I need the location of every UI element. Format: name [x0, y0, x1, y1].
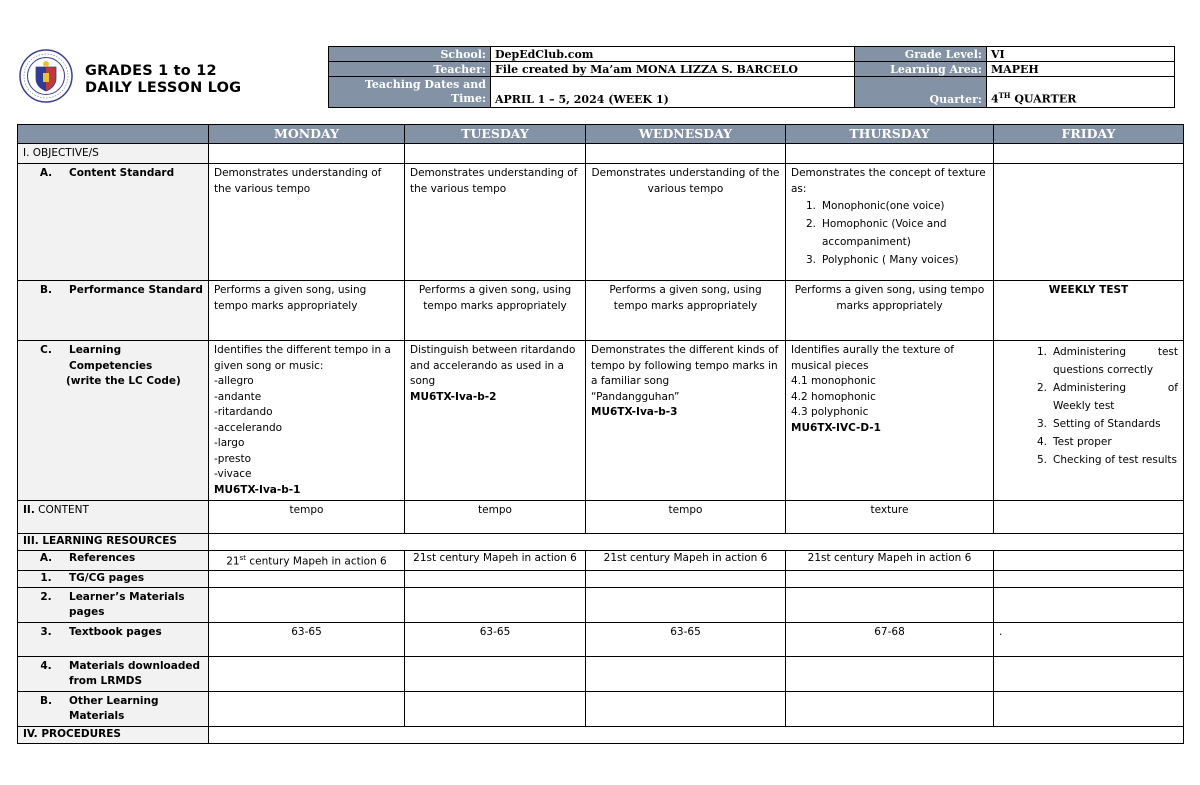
list-item: 5. Checking of test results — [1036, 454, 1178, 466]
competencies-monday-intro: Identifies the different tempo in a given song or music: — [214, 344, 391, 372]
resources-section-label: III. LEARNING RESOURCES — [18, 534, 209, 551]
learners-materials-num: 2. — [40, 591, 52, 603]
tempo-item: -allegro — [214, 375, 254, 387]
quarter-word: QUARTER — [1010, 93, 1077, 106]
lrmds-num: 4. — [40, 660, 52, 672]
learning-competencies-row — [18, 341, 1184, 501]
resources-row — [18, 534, 1184, 551]
performance-standard-wednesday: Performs a given song, using tempo marks appropriately — [586, 281, 786, 341]
quarter-value — [987, 77, 1175, 108]
learning-area-value: MAPEH — [987, 62, 1175, 77]
tempo-item: -vivace — [214, 468, 252, 480]
other-materials-label — [18, 692, 209, 727]
teacher-label: Teacher: — [329, 62, 491, 77]
references-label — [18, 551, 209, 571]
tg-cg-num: 1. — [40, 572, 52, 584]
competencies-thursday-intro: Identifies aurally the texture of musical pieces — [791, 344, 954, 372]
lc-code-wednesday: MU6TX-Iva-b-3 — [591, 406, 678, 418]
day-tuesday: TUESDAY — [405, 125, 586, 144]
competencies-wednesday-text: Demonstrates the different kinds of tempo by following tempo marks in a familiar song — [591, 344, 779, 387]
references-text: References — [69, 552, 136, 564]
learners-materials-text: Learner’s Materials pages — [69, 591, 185, 618]
texture-item: 4.1 monophonic — [791, 375, 876, 387]
content-row — [18, 501, 1184, 534]
references-num: A. — [39, 552, 53, 564]
content-wednesday: tempo — [586, 501, 786, 534]
title-line-1: GRADES 1 to 12 — [85, 63, 217, 79]
resources-blank — [209, 534, 1184, 551]
references-friday — [994, 551, 1184, 571]
textbook-tuesday: 63-65 — [405, 623, 586, 657]
textbook-wednesday: 63-65 — [586, 623, 786, 657]
lesson-info-table — [328, 46, 1175, 108]
content-friday — [994, 501, 1184, 534]
other-materials-row — [18, 692, 1184, 727]
lc-code-monday: MU6TX-Iva-b-1 — [214, 483, 301, 496]
lc-code-thursday: MU6TX-IVC-D-1 — [791, 421, 881, 434]
content-section-label: II. CONTENT — [18, 501, 209, 534]
teaching-dates-label — [329, 77, 491, 108]
performance-standard-friday: WEEKLY TEST — [994, 281, 1184, 341]
list-item: 1. Monophonic(one voice) — [805, 200, 945, 212]
competencies-monday — [209, 341, 405, 501]
textbook-text: Textbook pages — [69, 626, 162, 638]
day-monday: MONDAY — [209, 125, 405, 144]
list-item: 1. Administering test questions correctly — [1036, 346, 1178, 376]
teaching-dates-label-line2: Time: — [450, 92, 486, 105]
references-monday: 21st century Mapeh in action 6 — [209, 551, 405, 571]
content-standard-monday: Demonstrates understanding of the various tempo — [209, 164, 405, 281]
textbook-friday: . — [994, 623, 1184, 657]
lrmds-row — [18, 657, 1184, 692]
references-tuesday: 21st century Mapeh in action 6 — [405, 551, 586, 571]
content-standard-tuesday: Demonstrates understanding of the various tempo — [405, 164, 586, 281]
tempo-item: -accelerando — [214, 421, 283, 434]
content-standard-thursday — [786, 164, 994, 281]
competencies-tuesday — [405, 341, 586, 501]
other-materials-num: B. — [40, 695, 52, 707]
procedures-row — [18, 727, 1184, 744]
document-title — [85, 63, 241, 97]
learning-competencies-sub: (write the LC Code) — [66, 375, 181, 387]
tempo-item: -presto — [214, 452, 252, 465]
objectives-row — [18, 143, 1184, 164]
day-wednesday: WEDNESDAY — [586, 125, 786, 144]
performance-standard-tuesday: Performs a given song, using tempo marks appropriately — [405, 281, 586, 341]
school-value: DepEdClub.com — [491, 47, 855, 62]
content-standard-friday — [994, 164, 1184, 281]
competencies-wednesday-song: “Pandangguhan” — [591, 390, 680, 403]
tg-cg-text: TG/CG pages — [69, 572, 145, 584]
title-line-2: DAILY LESSON LOG — [85, 80, 242, 96]
teaching-dates-label-line1: Teaching Dates and — [364, 78, 486, 91]
performance-standard-num: B. — [40, 284, 52, 296]
daily-lesson-log-table — [17, 124, 1184, 744]
content-standard-num: A. — [39, 167, 53, 179]
day-friday: FRIDAY — [994, 125, 1184, 144]
tempo-item: -largo — [214, 437, 245, 449]
procedures-blank — [209, 727, 1184, 744]
list-item: 4. Test proper — [1036, 436, 1112, 448]
list-item: 3. Polyphonic ( Many voices) — [805, 254, 959, 266]
references-row — [18, 551, 1184, 571]
performance-standard-thursday: Performs a given song, using tempo marks appropriately — [786, 281, 994, 341]
competencies-tuesday-text: Distinguish between ritardando and accelerando as used in a song — [410, 344, 576, 387]
content-standard-wednesday: Demonstrates understanding of the various tempo — [586, 164, 786, 281]
textbook-num: 3. — [40, 626, 52, 638]
day-header-blank — [18, 125, 209, 144]
day-thursday: THURSDAY — [786, 125, 994, 144]
performance-standard-monday: Performs a given song, using tempo marks appropriately — [209, 281, 405, 341]
textbook-monday: 63-65 — [209, 623, 405, 657]
textbook-thursday: 67-68 — [786, 623, 994, 657]
learning-competencies-text: Learning Competencies — [69, 344, 153, 372]
quarter-suffix: TH — [998, 91, 1011, 101]
quarter-label: Quarter: — [855, 77, 987, 108]
competencies-thursday — [786, 341, 994, 501]
day-header-row — [18, 125, 1184, 144]
list-item: 2. Administering of Weekly test — [1036, 382, 1178, 412]
list-item: 3. Setting of Standards — [1036, 418, 1161, 430]
content-standard-text: Content Standard — [69, 167, 175, 179]
tg-cg-label — [18, 571, 209, 588]
textbook-label — [18, 623, 209, 657]
lrmds-label — [18, 657, 209, 692]
other-materials-text: Other Learning Materials — [69, 695, 159, 722]
performance-standard-text: Performance Standard — [69, 284, 203, 296]
grade-level-label: Grade Level: — [855, 47, 987, 62]
learners-materials-row — [18, 588, 1184, 623]
references-thursday: 21st century Mapeh in action 6 — [786, 551, 994, 571]
learning-competencies-num: C. — [40, 344, 52, 356]
performance-standard-label — [18, 281, 209, 341]
lrmds-text: Materials downloaded from LRMDS — [69, 660, 200, 687]
list-item: 2. Homophonic (Voice and accompaniment) — [805, 218, 947, 248]
content-tuesday: tempo — [405, 501, 586, 534]
learners-materials-label — [18, 588, 209, 623]
performance-standard-row — [18, 281, 1184, 341]
content-monday: tempo — [209, 501, 405, 534]
competencies-friday — [994, 341, 1184, 501]
competencies-wednesday — [586, 341, 786, 501]
tempo-item: -ritardando — [214, 406, 273, 418]
texture-list — [791, 197, 988, 269]
quarter-number: 4 — [991, 93, 999, 106]
teaching-dates-value: APRIL 1 – 5, 2024 (WEEK 1) — [491, 77, 855, 108]
content-standard-label — [18, 164, 209, 281]
tg-cg-row — [18, 571, 1184, 588]
content-thursday: texture — [786, 501, 994, 534]
tempo-item: -andante — [214, 390, 262, 403]
content-standard-row — [18, 164, 1184, 281]
learning-competencies-label — [18, 341, 209, 501]
content-standard-thursday-intro: Demonstrates the concept of texture as: — [791, 167, 986, 195]
texture-item: 4.3 polyphonic — [791, 406, 869, 418]
deped-seal-logo — [19, 49, 73, 103]
textbook-row — [18, 623, 1184, 657]
school-label: School: — [329, 47, 491, 62]
procedures-section-label: IV. PROCEDURES — [18, 727, 209, 744]
grade-level-value: VI — [987, 47, 1175, 62]
teacher-value: File created by Ma’am MONA LIZZA S. BARCELO — [491, 62, 855, 77]
texture-item: 4.2 homophonic — [791, 390, 876, 403]
objectives-section-label: I. OBJECTIVE/S — [18, 143, 209, 164]
lc-code-tuesday: MU6TX-Iva-b-2 — [410, 390, 497, 403]
learning-area-label: Learning Area: — [855, 62, 987, 77]
references-wednesday: 21st century Mapeh in action 6 — [586, 551, 786, 571]
weekly-test-list — [999, 343, 1178, 469]
